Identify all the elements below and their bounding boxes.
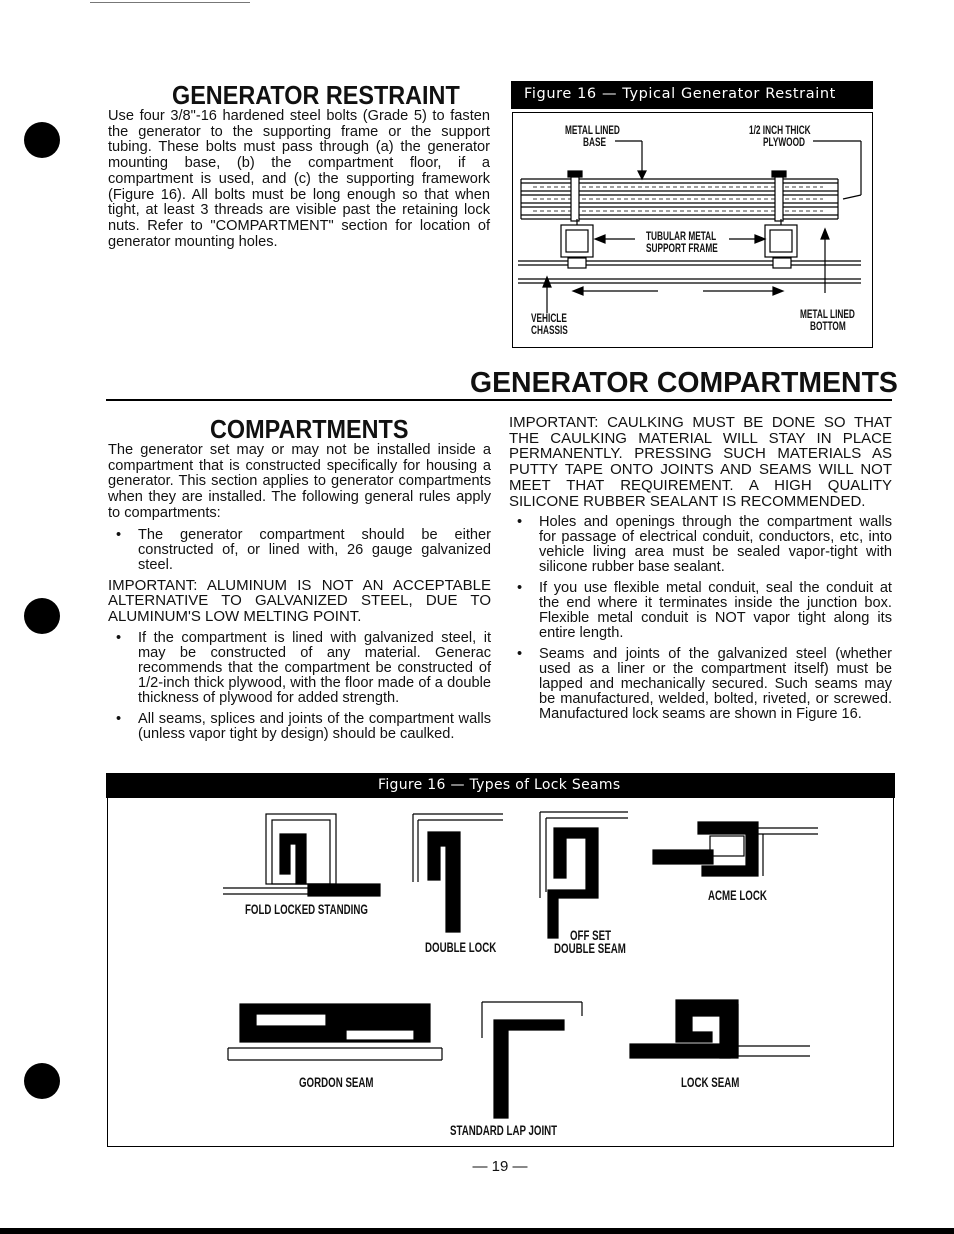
top-edge-line (90, 2, 250, 3)
label-metal-lined-base-1: METAL LINED (565, 125, 620, 137)
label-standard-lap-joint: STANDARD LAP JOINT (450, 1123, 558, 1138)
bottom-edge (0, 1228, 954, 1234)
restraint-figure-caption-text: Figure 16 — Typical Generator Restraint (524, 86, 836, 102)
label-tubular-1: TUBULAR METAL (646, 231, 717, 243)
label-gordon-seam: GORDON SEAM (299, 1075, 374, 1090)
seams-figure (107, 798, 894, 1147)
list-item: • Holes and openings through the compartment walls for passage of electrical conduit, conductors, etc, into vehicle living area must be sealed vapor-tight with silicone rubber base sealant. (509, 515, 892, 575)
left-column (108, 443, 491, 742)
list-item: • The generator compartment should be either constructed of, or lined with, 26 gauge galvanized steel. (108, 528, 491, 573)
label-plywood-2: PLYWOOD (763, 137, 806, 149)
aluminum-important: IMPORTANT: ALUMINUM IS NOT AN ACCEPTABLE ALTERNATIVE TO GALVANIZED STEEL, DUE TO ALUMINUM'S LOW MELTING POINT. (108, 576, 491, 625)
restraint-figure (512, 112, 873, 348)
seams-figure-caption (106, 773, 895, 798)
page-number: — 19 — (472, 1158, 528, 1175)
section-rule (106, 399, 892, 401)
label-offset-2: DOUBLE SEAM (554, 941, 626, 956)
seams-figure-caption-text: Figure 16 — Types of Lock Seams (378, 777, 621, 793)
restraint-heading: GENERATOR RESTRAINT (172, 80, 460, 110)
label-metal-lined-base-2: BASE (583, 137, 607, 149)
compartments-bullets-a (108, 528, 491, 573)
caulking-important: IMPORTANT: CAULKING MUST BE DONE SO THAT THE CAULKING MATERIAL WILL STAY IN PLACE PERMANENTLY. PRESSING SUCH MATERIALS AS PUTTY TAPE ONTO JOINTS AND SEAMS WILL NOT MEET THAT REQUIREMENT. A HIGH QUALITY SILICONE RUBBER SEALANT IS RECOMMENDED. (509, 414, 892, 510)
label-fold-locked-standing: FOLD LOCKED STANDING (245, 902, 368, 917)
label-acme-lock: ACME LOCK (708, 888, 767, 903)
restraint-figure-caption (511, 81, 873, 109)
binder-hole-top (24, 122, 60, 158)
label-plywood-1: 1/2 INCH THICK (749, 125, 811, 137)
label-chassis-1: VEHICLE (531, 313, 567, 325)
right-bullets (509, 515, 892, 722)
label-double-lock: DOUBLE LOCK (425, 940, 497, 955)
binder-hole-bottom (24, 1063, 60, 1099)
label-tubular-2: SUPPORT FRAME (646, 243, 718, 255)
compartments-heading: COMPARTMENTS (210, 414, 409, 444)
binder-hole-middle (24, 598, 60, 634)
lock-seams-diagram (108, 798, 893, 1146)
label-offset-1: OFF SET (570, 928, 612, 943)
list-item: • If you use flexible metal conduit, seal the conduit at the end where it terminates inside the junction box. Flexible metal conduit is NOT vapor tight along its entire length. (509, 581, 892, 641)
label-chassis-2: CHASSIS (531, 325, 568, 337)
list-item: • If the compartment is lined with galvanized steel, it may be constructed of any material. Generac recommends that the compartment be constructed of 1/2-inch thick plywood, with the floor made of a double thickness of plywood for added strength. (108, 631, 491, 706)
restraint-body: Use four 3/8"-16 hardened steel bolts (Grade 5) to fasten the generator to the supporting frame or the support tubing. These bolts must pass through (a) the generator mounting base, (b) the compartment floor, if a compartment is used, and (c) the supporting framework (Figure 16). All bolts must be long enough so that when tight, at least 3 threads are visible past the retaining lock nuts. Refer to "COMPARTMENT" section for location of generator mounting holes. (108, 108, 490, 250)
list-item: • All seams, splices and joints of the compartment walls (unless vapor tight by design) should be caulked. (108, 712, 491, 742)
label-lock-seam: LOCK SEAM (681, 1075, 740, 1090)
section-title: GENERATOR COMPARTMENTS (470, 367, 898, 399)
compartments-intro: The generator set may or may not be installed inside a compartment that is constructed specifically for housing a generator. This section applies to generator compartments when they are installed. The following general rules apply to compartments: (108, 442, 491, 521)
right-column (509, 415, 892, 722)
list-item: • Seams and joints of the galvanized steel (whether used as a liner or the compartment itself) must be lapped and mechanically secured. Such seams may be manufactured, welded, bolted, riveted, or screwed. Manufactured lock seams are shown in Figure 16. (509, 647, 892, 722)
compartments-bullets-b (108, 631, 491, 742)
label-bottom-2: BOTTOM (810, 321, 846, 333)
label-bottom-1: METAL LINED (800, 309, 855, 321)
